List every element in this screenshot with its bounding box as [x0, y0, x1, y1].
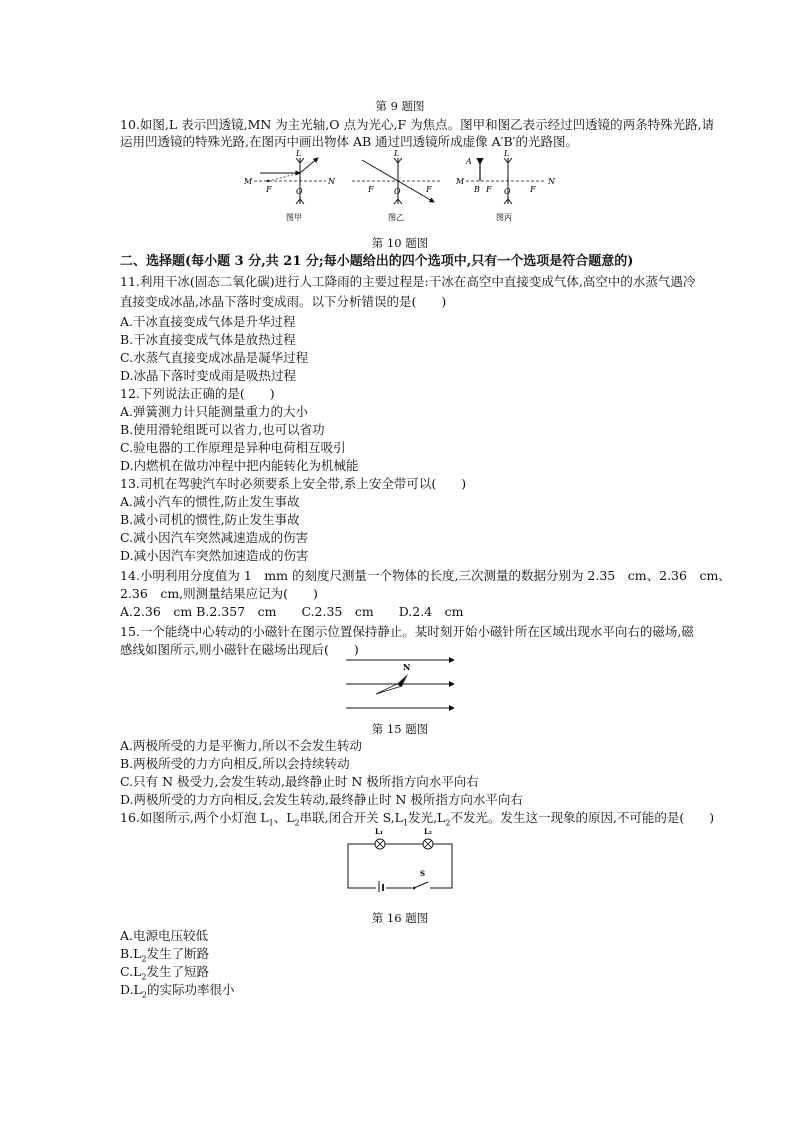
q12-stem: 12.下列说法正确的是( ) — [120, 386, 275, 401]
label-f: F — [368, 185, 374, 194]
q16-option-c: $C.L_2$发生了短路 — [120, 964, 210, 982]
label-b: B — [474, 185, 480, 194]
q12-option-c: C.验电器的工作原理是异种电荷相互吸引 — [120, 440, 346, 455]
label-l2: L₂ — [424, 827, 432, 836]
label-m: M — [456, 177, 465, 186]
label-f: F — [486, 185, 492, 194]
figure-15-caption: 第 15 题图 — [371, 722, 429, 736]
figure-9-caption: 第 9 题图 — [375, 99, 425, 113]
label-l1: L₁ — [375, 827, 383, 836]
label-o: O — [394, 187, 401, 196]
label-f: F — [266, 185, 272, 194]
label-yi: 图乙 — [388, 213, 404, 222]
q11-line2: 直接变成冰晶,冰晶下落时变成雨。以下分析错误的是( ) — [120, 294, 447, 309]
q14-line1: 14.小明利用分度值为 1 mm 的刻度尺测量一个物体的长度,三次测量的数据分别为 2.35 cm、2.36 cm、 — [120, 568, 731, 583]
q15-line1: 15.一个能绕中心转动的小磁针在图示位置保持静止。某时刻开始小磁针所在区域出现水平向右的磁场,磁 — [120, 624, 694, 639]
q12-option-d: D.内燃机在做功冲程中把内能转化为机械能 — [120, 458, 359, 473]
label-m: M — [244, 177, 253, 186]
q15-option-c: C.只有 N 极受力,会发生转动,最终静止时 N 极所指方向水平向右 — [120, 774, 479, 789]
q10-line2: 运用凹透镜的特殊光路,在图丙中画出物体 AB 通过凹透镜所成虚像 A′B′的光路图。 — [120, 134, 578, 149]
q12-option-b: B.使用滑轮组既可以省力,也可以省功 — [120, 422, 325, 437]
label-o: O — [504, 187, 511, 196]
q10-line1: 10.如图,L 表示凹透镜,MN 为主光轴,O 点为光心,F 为焦点。图甲和图乙表示经过凹透镜的两条特殊光路,请 — [120, 117, 715, 132]
diagram-yi — [352, 150, 440, 222]
diagram-bing — [455, 150, 556, 222]
q13-option-c: C.减小因汽车突然减速造成的伤害 — [120, 530, 309, 545]
battery — [376, 881, 386, 892]
label-n: N — [328, 177, 335, 186]
label-f: F — [426, 185, 432, 194]
figure-10-caption: 第 10 题图 — [371, 236, 429, 250]
label-f: F — [530, 185, 536, 194]
label-n: N — [403, 662, 411, 672]
q15-option-b: B.两极所受的力方向相反,所以会持续转动 — [120, 756, 350, 771]
diagram-jia — [243, 150, 336, 222]
label-s: S — [420, 869, 426, 878]
label-bing: 图丙 — [496, 213, 512, 222]
q15-option-d: D.两极所受的力方向相反,会发生转动,最终静止时 N 极所指方向水平向右 — [120, 792, 523, 807]
q15-line2: 感线如图所示,则小磁针在磁场出现后( ) — [120, 642, 359, 657]
label-jia: 图甲 — [286, 213, 302, 222]
q13-option-a: A.减小汽车的惯性,防止发生事故 — [120, 494, 300, 509]
q16-option-b: $B.L_2$发生了断路 — [120, 946, 210, 964]
q16-option-d: $D.L_2$的实际功率很小 — [120, 982, 235, 1000]
q11-option-a: A.干冰直接变成气体是升华过程 — [120, 314, 296, 329]
q12-option-a: A.弹簧测力计只能测量重力的大小 — [120, 404, 309, 419]
q13-stem: 13.司机在驾驶汽车时必须要系上安全带,系上安全带可以( ) — [120, 476, 467, 491]
label-l: L — [504, 150, 510, 158]
label-l: L — [394, 150, 400, 158]
q16-stem: 16.如图所示,两个小灯泡 $L_1$、$L_2$串联,闭合开关 $S,L_1$发光$,L_2$不发光。发生这一现象的原因,不可能的是( ) — [120, 810, 715, 828]
label-l: L — [296, 150, 302, 158]
q14-options: A.2.36 cm B.2.357 cm C.2.35 cm D.2.4 cm — [120, 604, 464, 619]
q11-option-c: C.水蒸气直接变成冰晶是凝华过程 — [120, 350, 309, 365]
lamp-l2 — [423, 839, 433, 849]
figure-16-circuit — [344, 822, 456, 892]
q13-option-b: B.减小司机的惯性,防止发生事故 — [120, 512, 300, 527]
q14-line2: 2.36 cm,则测量结果应记为( ) — [120, 586, 318, 601]
label-o: O — [296, 187, 303, 196]
section-2-heading: 二、选择题(每小题 3 分,共 21 分;每小题给出的四个选项中,只有一个选项是符合题意的) — [120, 254, 634, 269]
label-n: N — [548, 177, 555, 186]
figure-10-diagram — [230, 150, 570, 222]
figure-16-caption: 第 16 题图 — [371, 911, 429, 925]
q15-option-a: A.两极所受的力是平衡力,所以不会发生转动 — [120, 738, 362, 753]
lamp-l1 — [375, 839, 385, 849]
q11-line1: 11.利用干冰(固态二氧化碳)进行人工降雨的主要过程是:干冰在高空中直接变成气体,高空中的水蒸气遇冷 — [120, 274, 696, 289]
figure-15-magnetic-field — [340, 650, 460, 716]
label-a: A — [466, 157, 472, 166]
switch-s — [412, 882, 430, 892]
q11-option-d: D.冰晶下落时变成雨是吸热过程 — [120, 368, 297, 383]
q16-option-a: A.电源电压较低 — [120, 928, 209, 943]
q13-option-d: D.减小因汽车突然加速造成的伤害 — [120, 548, 309, 563]
q11-option-b: B.干冰直接变成气体是放热过程 — [120, 332, 296, 347]
